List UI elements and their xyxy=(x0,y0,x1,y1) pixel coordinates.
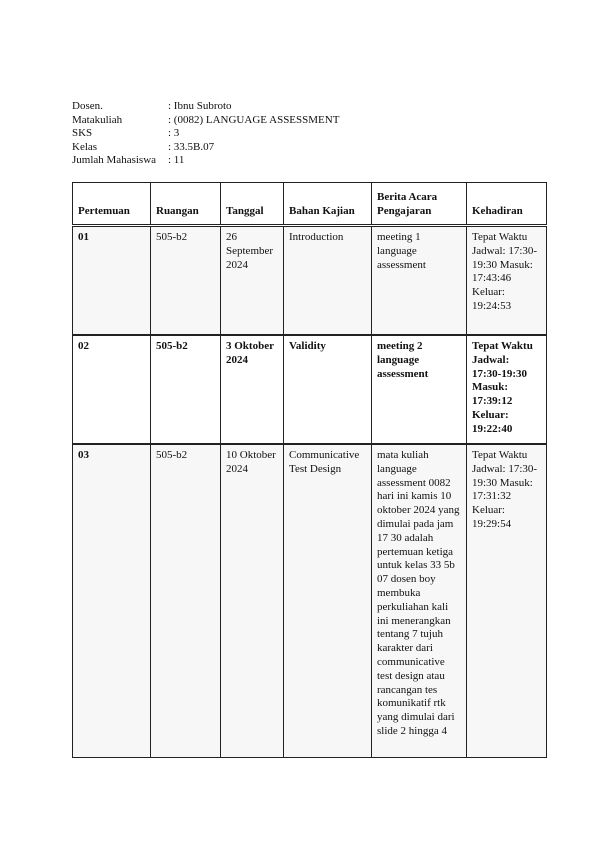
cell-bahan-kajian: Communicative Test Design xyxy=(284,444,372,758)
info-value: : Ibnu Subroto xyxy=(168,100,232,112)
info-label: Dosen. xyxy=(72,100,103,112)
header-pertemuan: Pertemuan xyxy=(73,183,151,226)
info-row-kelas xyxy=(72,141,339,155)
info-value: : (0082) LANGUAGE ASSESSMENT xyxy=(168,113,340,126)
info-row-matakuliah xyxy=(72,114,339,128)
attendance-table xyxy=(72,182,547,758)
info-value: : 33.5B.07 xyxy=(168,140,215,153)
cell-pertemuan: 02 xyxy=(73,335,151,444)
info-row-jumlah-mahasiswa xyxy=(72,154,339,168)
cell-berita-acara: mata kuliah language assessment 0082 hari ini kamis 10 oktober 2024 yang dimulai pada jam 17 30 adalah pertemuan ketiga untuk kelas 33 5b 07 dosen boy membuka perkuliahan kali ini menerangkan tentang 7 tujuh karakter dari communicative test design atau rancangan tes komunikatif rtk yang dimulai dari slide 2 hingga 4 xyxy=(372,444,467,758)
cell-tanggal: 3 Oktober 2024 xyxy=(221,335,284,444)
header-berita-acara: Berita Acara Pengajaran xyxy=(372,183,467,226)
cell-pertemuan: 01 xyxy=(73,226,151,336)
table-row xyxy=(73,444,547,758)
info-row-dosen xyxy=(72,100,339,114)
cell-kehadiran: Tepat Waktu Jadwal: 17:30-19:30 Masuk: 17:43:46 Keluar: 19:24:53 xyxy=(467,226,547,336)
cell-ruangan: 505-b2 xyxy=(151,444,221,758)
header-tanggal: Tanggal xyxy=(221,183,284,226)
info-value: : 11 xyxy=(168,154,185,166)
info-label: Matakuliah xyxy=(72,113,123,126)
info-value: : 3 xyxy=(168,127,180,139)
table-header-row xyxy=(73,183,547,226)
header-ruangan: Ruangan xyxy=(151,183,221,226)
cell-ruangan: 505-b2 xyxy=(151,335,221,444)
header-kehadiran: Kehadiran xyxy=(467,183,547,226)
cell-kehadiran: Tepat Waktu Jadwal: 17:30-19:30 Masuk: 17:31:32 Keluar: 19:29:54 xyxy=(467,444,547,758)
info-label: SKS xyxy=(72,127,93,139)
cell-berita-acara: meeting 2 language assessment xyxy=(372,335,467,444)
cell-tanggal: 26 September 2024 xyxy=(221,226,284,336)
cell-bahan-kajian: Introduction xyxy=(284,226,372,336)
cell-kehadiran: Tepat Waktu Jadwal: 17:30-19:30 Masuk: 17:39:12 Keluar: 19:22:40 xyxy=(467,335,547,444)
header-bahan-kajian: Bahan Kajian xyxy=(284,183,372,226)
course-info xyxy=(72,100,339,168)
cell-pertemuan: 03 xyxy=(73,444,151,758)
info-label: Jumlah Mahasiswa xyxy=(72,154,157,166)
info-label: Kelas xyxy=(72,140,98,153)
table-row xyxy=(73,335,547,444)
cell-tanggal: 10 Oktober 2024 xyxy=(221,444,284,758)
info-row-sks xyxy=(72,127,339,141)
table-row xyxy=(73,226,547,336)
cell-ruangan: 505-b2 xyxy=(151,226,221,336)
cell-berita-acara: meeting 1 language assessment xyxy=(372,226,467,336)
cell-bahan-kajian: Validity xyxy=(284,335,372,444)
